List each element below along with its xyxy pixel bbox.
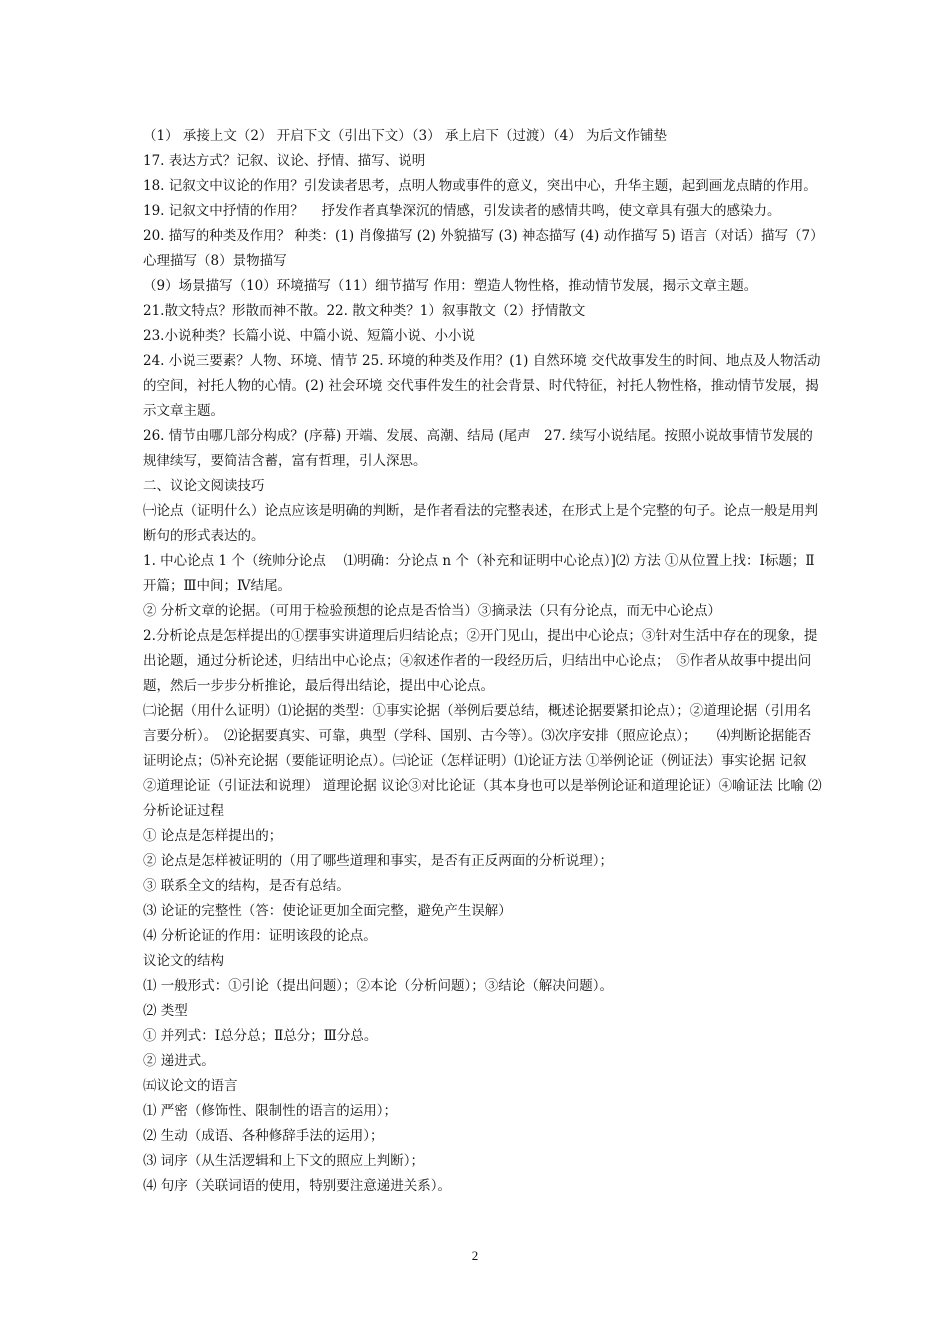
document-body — [143, 124, 822, 1199]
text-line: 1. 中心论点 1 个（统帅分论点 ⑴明确：分论点 n 个（补充和证明中心论点）]⑵ 方法 ①从位置上找：Ⅰ标题；Ⅱ开篇；Ⅲ中间；Ⅳ结尾。 — [143, 553, 815, 594]
text-line: ② 论点是怎样被证明的（用了哪些道理和事实，是否有正反两面的分析说理）； — [143, 853, 614, 869]
text-line: 18. 记叙文中议论的作用？引发读者思考，点明人物或事件的意义，突出中心，升华主题，起到画龙点睛的作用。 — [143, 178, 817, 194]
text-line: ② 分析文章的论据。（可用于检验预想的论点是否恰当）③摘录法（只有分论点，而无中心论点） — [143, 603, 722, 619]
text-line: ⑴ 一般形式：①引论（提出问题）；②本论（分析问题）；③结论（解决问题）。 — [143, 978, 614, 994]
text-line: 17. 表达方式？记叙、议论、抒情、描写、说明 — [143, 153, 426, 169]
text-line: ⑶ 词序（从生活逻辑和上下文的照应上判断）； — [143, 1153, 425, 1169]
text-line: ㈤议论文的语言 — [143, 1078, 238, 1094]
text-line: ⑴ 严密（修饰性、限制性的语言的运用）； — [143, 1103, 398, 1119]
text-line: 24. 小说三要素？人物、环境、情节 25. 环境的种类及作用？(1) 自然环境 交代故事发生的时间、地点及人物活动的空间，衬托人物的心情。(2) 社会环境 交代事件发生的社会背景、时代特征，衬托人物性格，推动情节发展，揭示文章主题。 — [143, 353, 821, 419]
text-line: 议论文的结构 — [143, 953, 224, 969]
text-line: 20. 描写的种类及作用？ 种类：(1) 肖像描写 (2) 外貌描写 (3) 神态描写 (4) 动作描写 5) 语言（对话）描写（7）心理描写（8）景物描写 — [143, 228, 817, 269]
text-line: ① 论点是怎样提出的； — [143, 828, 283, 844]
text-line: 2.分析论点是怎样提出的①摆事实讲道理后归结论点；②开门见山，提出中心论点；③针对生活中存在的现象，提出论题，通过分析论述，归结出中心论点；④叙述作者的一段经历后，归结出中心论点； ⑤作者从故事中提出问题，然后一步步分析推论，最后得出结论，提出中心论点。 — [143, 628, 818, 694]
text-line: ⑷ 分析论证的作用：证明该段的论点。 — [143, 928, 377, 944]
text-line: ⑵ 类型 — [143, 1003, 188, 1019]
text-line: ㈡论据（用什么证明）⑴论据的类型：①事实论据（举例后要总结，概述论据要紧扣论点）；②道理论据（引用名言要分析）。 ⑵论据要真实、可靠，典型（学科、国别、古今等）。⑶次序安排（照应论点）； ⑷判断论据能否证明论点；⑸补充论据（要能证明论点）。㈢论证（怎样证明）⑴论证方法 ①举例论证（例证法）事实论据 记叙 ②道理论证（引证法和说理） 道理论据 议论③对比论证（其本身也可以是举例论证和道理论证）④喻证法 比喻 ⑵分析论证过程 — [143, 703, 822, 819]
text-line: ⑶ 论证的完整性（答：使论证更加全面完整，避免产生误解） — [143, 903, 512, 919]
section-heading: 二、议论文阅读技巧 — [143, 478, 265, 494]
text-line: ⑷ 句序（关联词语的使用，特别要注意递进关系）。 — [143, 1178, 452, 1194]
text-line: ㈠论点（证明什么）论点应该是明确的判断，是作者看法的完整表述，在形式上是个完整的句子。论点一般是用判断句的形式表达的。 — [143, 503, 818, 544]
page-number: 2 — [471, 1248, 479, 1263]
text-line: 21.散文特点？形散而神不散。22. 散文种类？1）叙事散文（2）抒情散文 — [143, 303, 586, 319]
text-line: 19. 记叙文中抒情的作用？ 抒发作者真挚深沉的情感，引发读者的感情共鸣，使文章具有强大的感染力。 — [143, 203, 781, 219]
text-line: （1） 承接上文（2） 开启下文（引出下文）（3） 承上启下（过渡）（4） 为后文作铺垫 — [143, 128, 668, 144]
text-line: ③ 联系全文的结构，是否有总结。 — [143, 878, 350, 894]
text-line: 23.小说种类？长篇小说、中篇小说、短篇小说、小小说 — [143, 328, 475, 344]
text-line: ① 并列式：Ⅰ总分总；Ⅱ总分；Ⅲ分总。 — [143, 1028, 378, 1044]
text-line: （9）场景描写（10）环境描写（11）细节描写 作用：塑造人物性格，推动情节发展，揭示文章主题。 — [143, 278, 758, 294]
text-line: ② 递进式。 — [143, 1053, 215, 1069]
text-line: ⑵ 生动（成语、各种修辞手法的运用）； — [143, 1128, 384, 1144]
text-line: 26. 情节由哪几部分构成？(序幕) 开端、发展、高潮、结局 (尾声 27. 续写小说结尾。按照小说故事情节发展的规律续写，要简洁含蓄，富有哲理，引人深思。 — [143, 428, 813, 469]
